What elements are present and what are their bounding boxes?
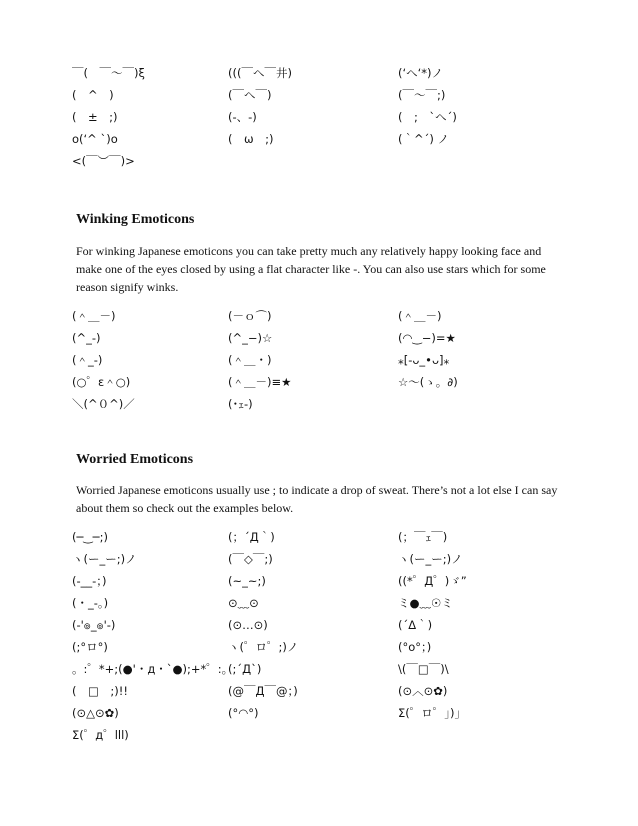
emoticon: ￣( ￣～￣)ξ: [72, 66, 145, 80]
emoticon: (＾＿－): [72, 309, 116, 323]
emoticon: (^_-): [72, 331, 101, 345]
emoticon: ( □ ;)!!: [72, 684, 128, 698]
emoticon: (°◠°): [228, 706, 259, 720]
section-heading-winking: Winking Emoticons: [76, 212, 195, 227]
emoticon: (＾＿－)≡★: [228, 375, 292, 389]
emoticon-row: [0, 724, 638, 746]
emoticon: (((￣へ￣井): [228, 66, 292, 80]
emoticon-row: [0, 658, 638, 680]
section-paragraph-worried: Worried Japanese emoticons usually use ; to indicate a drop of sweat. There’s not a lot else I can say about them so check out the examples below.: [76, 483, 558, 515]
emoticon: ＼(^０^)／: [72, 397, 135, 411]
emoticon-row: [0, 62, 638, 84]
emoticon: (´Δ｀): [398, 618, 433, 632]
emoticon: (＾_-): [72, 353, 103, 367]
emoticon-row: [0, 371, 638, 393]
emoticon: (;´Д`): [228, 662, 262, 676]
emoticon-row: [0, 393, 638, 415]
emoticon: (-'๏_๏'-): [72, 618, 116, 632]
emoticon: (＾＿・): [228, 353, 272, 367]
emoticon: \(￣□￣)\: [398, 662, 449, 676]
emoticon: ( ^ ): [72, 88, 114, 102]
emoticon-row: [0, 106, 638, 128]
emoticon: ((*゜Д゜)ゞ”: [398, 574, 467, 588]
emoticon: (-、-): [228, 110, 257, 124]
emoticon-row: [0, 150, 638, 172]
emoticon-row: [0, 570, 638, 592]
emoticon: (‘へ‘*)ノ: [398, 66, 444, 80]
emoticon-row: [0, 349, 638, 371]
emoticon: ミ●﹏☉ミ: [398, 596, 453, 610]
emoticon: (─‿─;): [72, 530, 108, 544]
emoticon: (⊙…⊙): [228, 618, 268, 632]
emoticon-row: [0, 128, 638, 150]
emoticon-row: [0, 327, 638, 349]
emoticon: (~_~;): [228, 574, 266, 588]
emoticon: ( ± ;): [72, 110, 118, 124]
emoticon-row: [0, 702, 638, 724]
emoticon: (@￣Д￣@；): [228, 684, 298, 698]
emoticon: ⁎[-ᴗ_•ᴗ]⁎: [398, 353, 450, 367]
emoticon: (；￣ｪ￣): [398, 530, 448, 544]
emoticon: ( ; `へ´): [398, 110, 457, 124]
emoticon: (￣へ￣): [228, 88, 272, 102]
emoticon: (・_-。): [72, 596, 109, 610]
section-heading-worried: Worried Emoticons: [76, 452, 194, 467]
emoticon: Σ(゜ロ゜」)」: [398, 706, 466, 720]
emoticon-row: [0, 305, 638, 327]
emoticon-row: [0, 636, 638, 658]
emoticon-row: [0, 84, 638, 106]
emoticon: o(‘^ `)o: [72, 132, 118, 146]
emoticon: (｀^´) ノ: [398, 132, 450, 146]
emoticon: (⊙△⊙✿): [72, 706, 119, 720]
emoticon: (￣◇￣;): [228, 552, 273, 566]
emoticon: ヽ(゜ロ゜;)ノ: [228, 640, 299, 654]
emoticon: <(￣︶￣)>: [72, 154, 135, 168]
emoticon-row: [0, 526, 638, 548]
emoticon: (°o°；): [398, 640, 432, 654]
emoticon: (⊙︿⊙✿): [398, 684, 448, 698]
emoticon: (○゜ε＾○): [72, 375, 131, 389]
emoticon-row: [0, 592, 638, 614]
emoticon: (;°ロ°): [72, 640, 108, 654]
emoticon: ( ω ;): [228, 132, 274, 146]
emoticon: (＾＿－): [398, 309, 442, 323]
emoticon: ヽ(ー_ー;)ノ: [398, 552, 463, 566]
emoticon-row: [0, 614, 638, 636]
emoticon: 。:゜*+;(●'・д・`●);+*゜:。: [72, 662, 234, 676]
emoticon: (-__-；): [72, 574, 107, 588]
emoticon: ☆～(ゝ。∂): [398, 375, 458, 389]
emoticon: (￣～￣;): [398, 88, 446, 102]
emoticon: (･ｪ-): [228, 397, 253, 411]
emoticon: (；´Д｀): [228, 530, 275, 544]
section-paragraph-winking: For winking Japanese emoticons you can take pretty much any relatively happy looking face and make one of the eyes closed by using a flat character like -. You can also use stars which for some reason signify winks.: [76, 244, 546, 294]
emoticon: ヽ(ー_ー;)ノ: [72, 552, 137, 566]
emoticon: (^_−)☆: [228, 331, 273, 345]
emoticon: (－ｏ⌒): [228, 309, 272, 323]
emoticon: Σ(゜д゜lll): [72, 728, 129, 742]
emoticon: ⊙﹏⊙: [228, 596, 259, 610]
emoticon-row: [0, 548, 638, 570]
emoticon: (◠‿−)=★: [398, 331, 456, 345]
emoticon-row: [0, 680, 638, 702]
